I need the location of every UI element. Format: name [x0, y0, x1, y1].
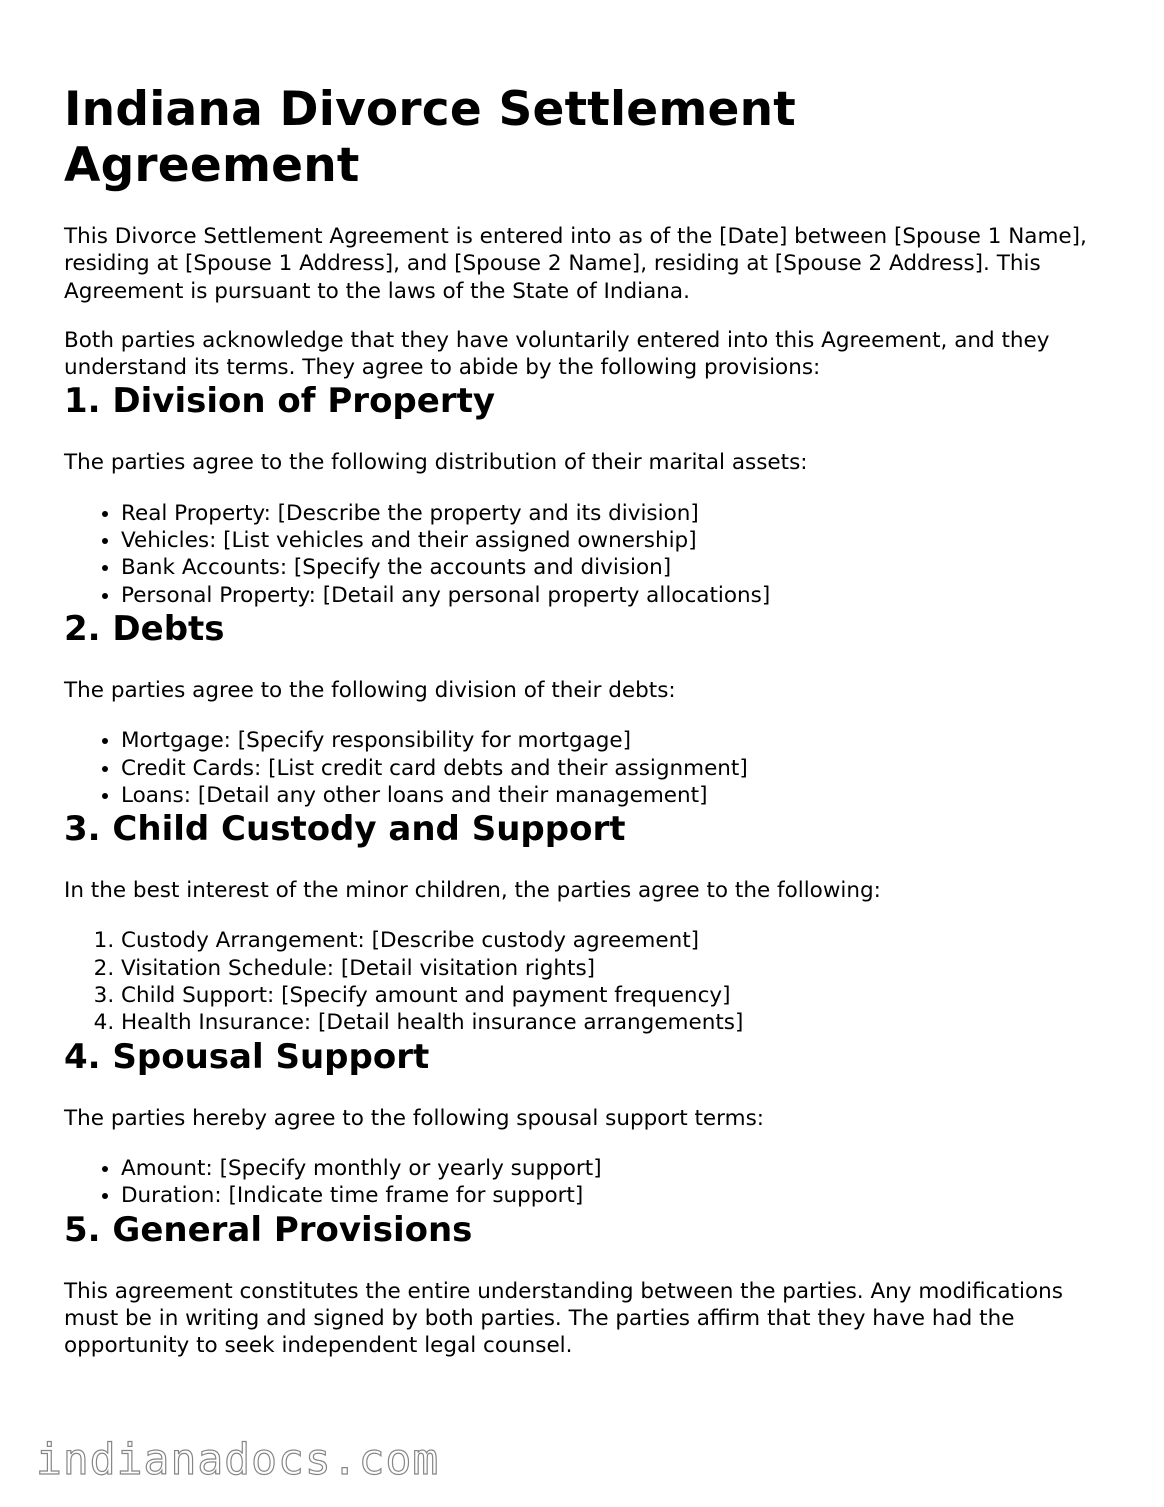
document-title: Indiana Divorce Settlement Agreement — [64, 82, 796, 193]
section-intro: The parties agree to the following division of their debts: — [64, 677, 676, 703]
section-general-provisions — [64, 1210, 1100, 1360]
section-heading: 2. Debts — [64, 608, 225, 649]
section-debts — [64, 609, 1100, 809]
list-item: • Bank Accounts: [Specify the accounts and division] — [121, 554, 1100, 581]
list-item: 4. Health Insurance: [Detail health insurance arrangements] — [121, 1009, 1100, 1036]
document-page — [64, 0, 1100, 1359]
intro-paragraph-2: Both parties acknowledge that they have voluntarily entered into this Agreement, and they understand its terms. They agree to abide by the following provisions: — [64, 327, 1050, 381]
list-item: • Credit Cards: [List credit card debts and their assignment] — [121, 755, 1100, 782]
list-item: 2. Visitation Schedule: [Detail visitation rights] — [121, 955, 1100, 982]
general-provisions-text: This agreement constitutes the entire understanding between the parties. Any modifications must be in writing and signed by both parties. The parties affirm that they have had the opportunity to seek independent legal counsel. — [64, 1278, 1063, 1359]
list-item: • Mortgage: [Specify responsibility for mortgage] — [121, 727, 1100, 754]
section-heading: 1. Division of Property — [64, 381, 496, 422]
list-item: • Vehicles: [List vehicles and their assigned ownership] — [121, 527, 1100, 554]
section-heading: 3. Child Custody and Support — [64, 809, 626, 850]
list-item: • Personal Property: [Detail any personal property allocations] — [121, 582, 1100, 609]
numbered-list — [64, 927, 1100, 1036]
section-intro: In the best interest of the minor children, the parties agree to the following: — [64, 878, 881, 904]
section-division-of-property — [64, 381, 1100, 608]
section-child-custody-and-support — [64, 809, 1100, 1036]
section-intro: The parties agree to the following distribution of their marital assets: — [64, 450, 808, 476]
bullet-list — [64, 1155, 1100, 1210]
section-heading: 5. General Provisions — [64, 1209, 473, 1250]
watermark-logo: indianadocs.com — [36, 1435, 440, 1485]
bullet-list — [64, 727, 1100, 809]
list-item: • Loans: [Detail any other loans and their management] — [121, 782, 1100, 809]
bullet-list — [64, 500, 1100, 609]
list-item: 3. Child Support: [Specify amount and payment frequency] — [121, 982, 1100, 1009]
list-item: 1. Custody Arrangement: [Describe custody agreement] — [121, 927, 1100, 954]
list-item: • Duration: [Indicate time frame for support] — [121, 1182, 1100, 1209]
section-intro: The parties hereby agree to the following spousal support terms: — [64, 1105, 765, 1131]
section-spousal-support — [64, 1037, 1100, 1210]
list-item: • Real Property: [Describe the property and its division] — [121, 500, 1100, 527]
list-item: • Amount: [Specify monthly or yearly support] — [121, 1155, 1100, 1182]
intro-paragraph-1: This Divorce Settlement Agreement is entered into as of the [Date] between [Spouse 1 Name], residing at [Spouse 1 Address], and [Spouse 2 Name], residing at [Spouse 2 Address]. This Agreement is pursuant to the laws of the State of Indiana. — [64, 224, 1087, 304]
section-heading: 4. Spousal Support — [64, 1036, 430, 1077]
